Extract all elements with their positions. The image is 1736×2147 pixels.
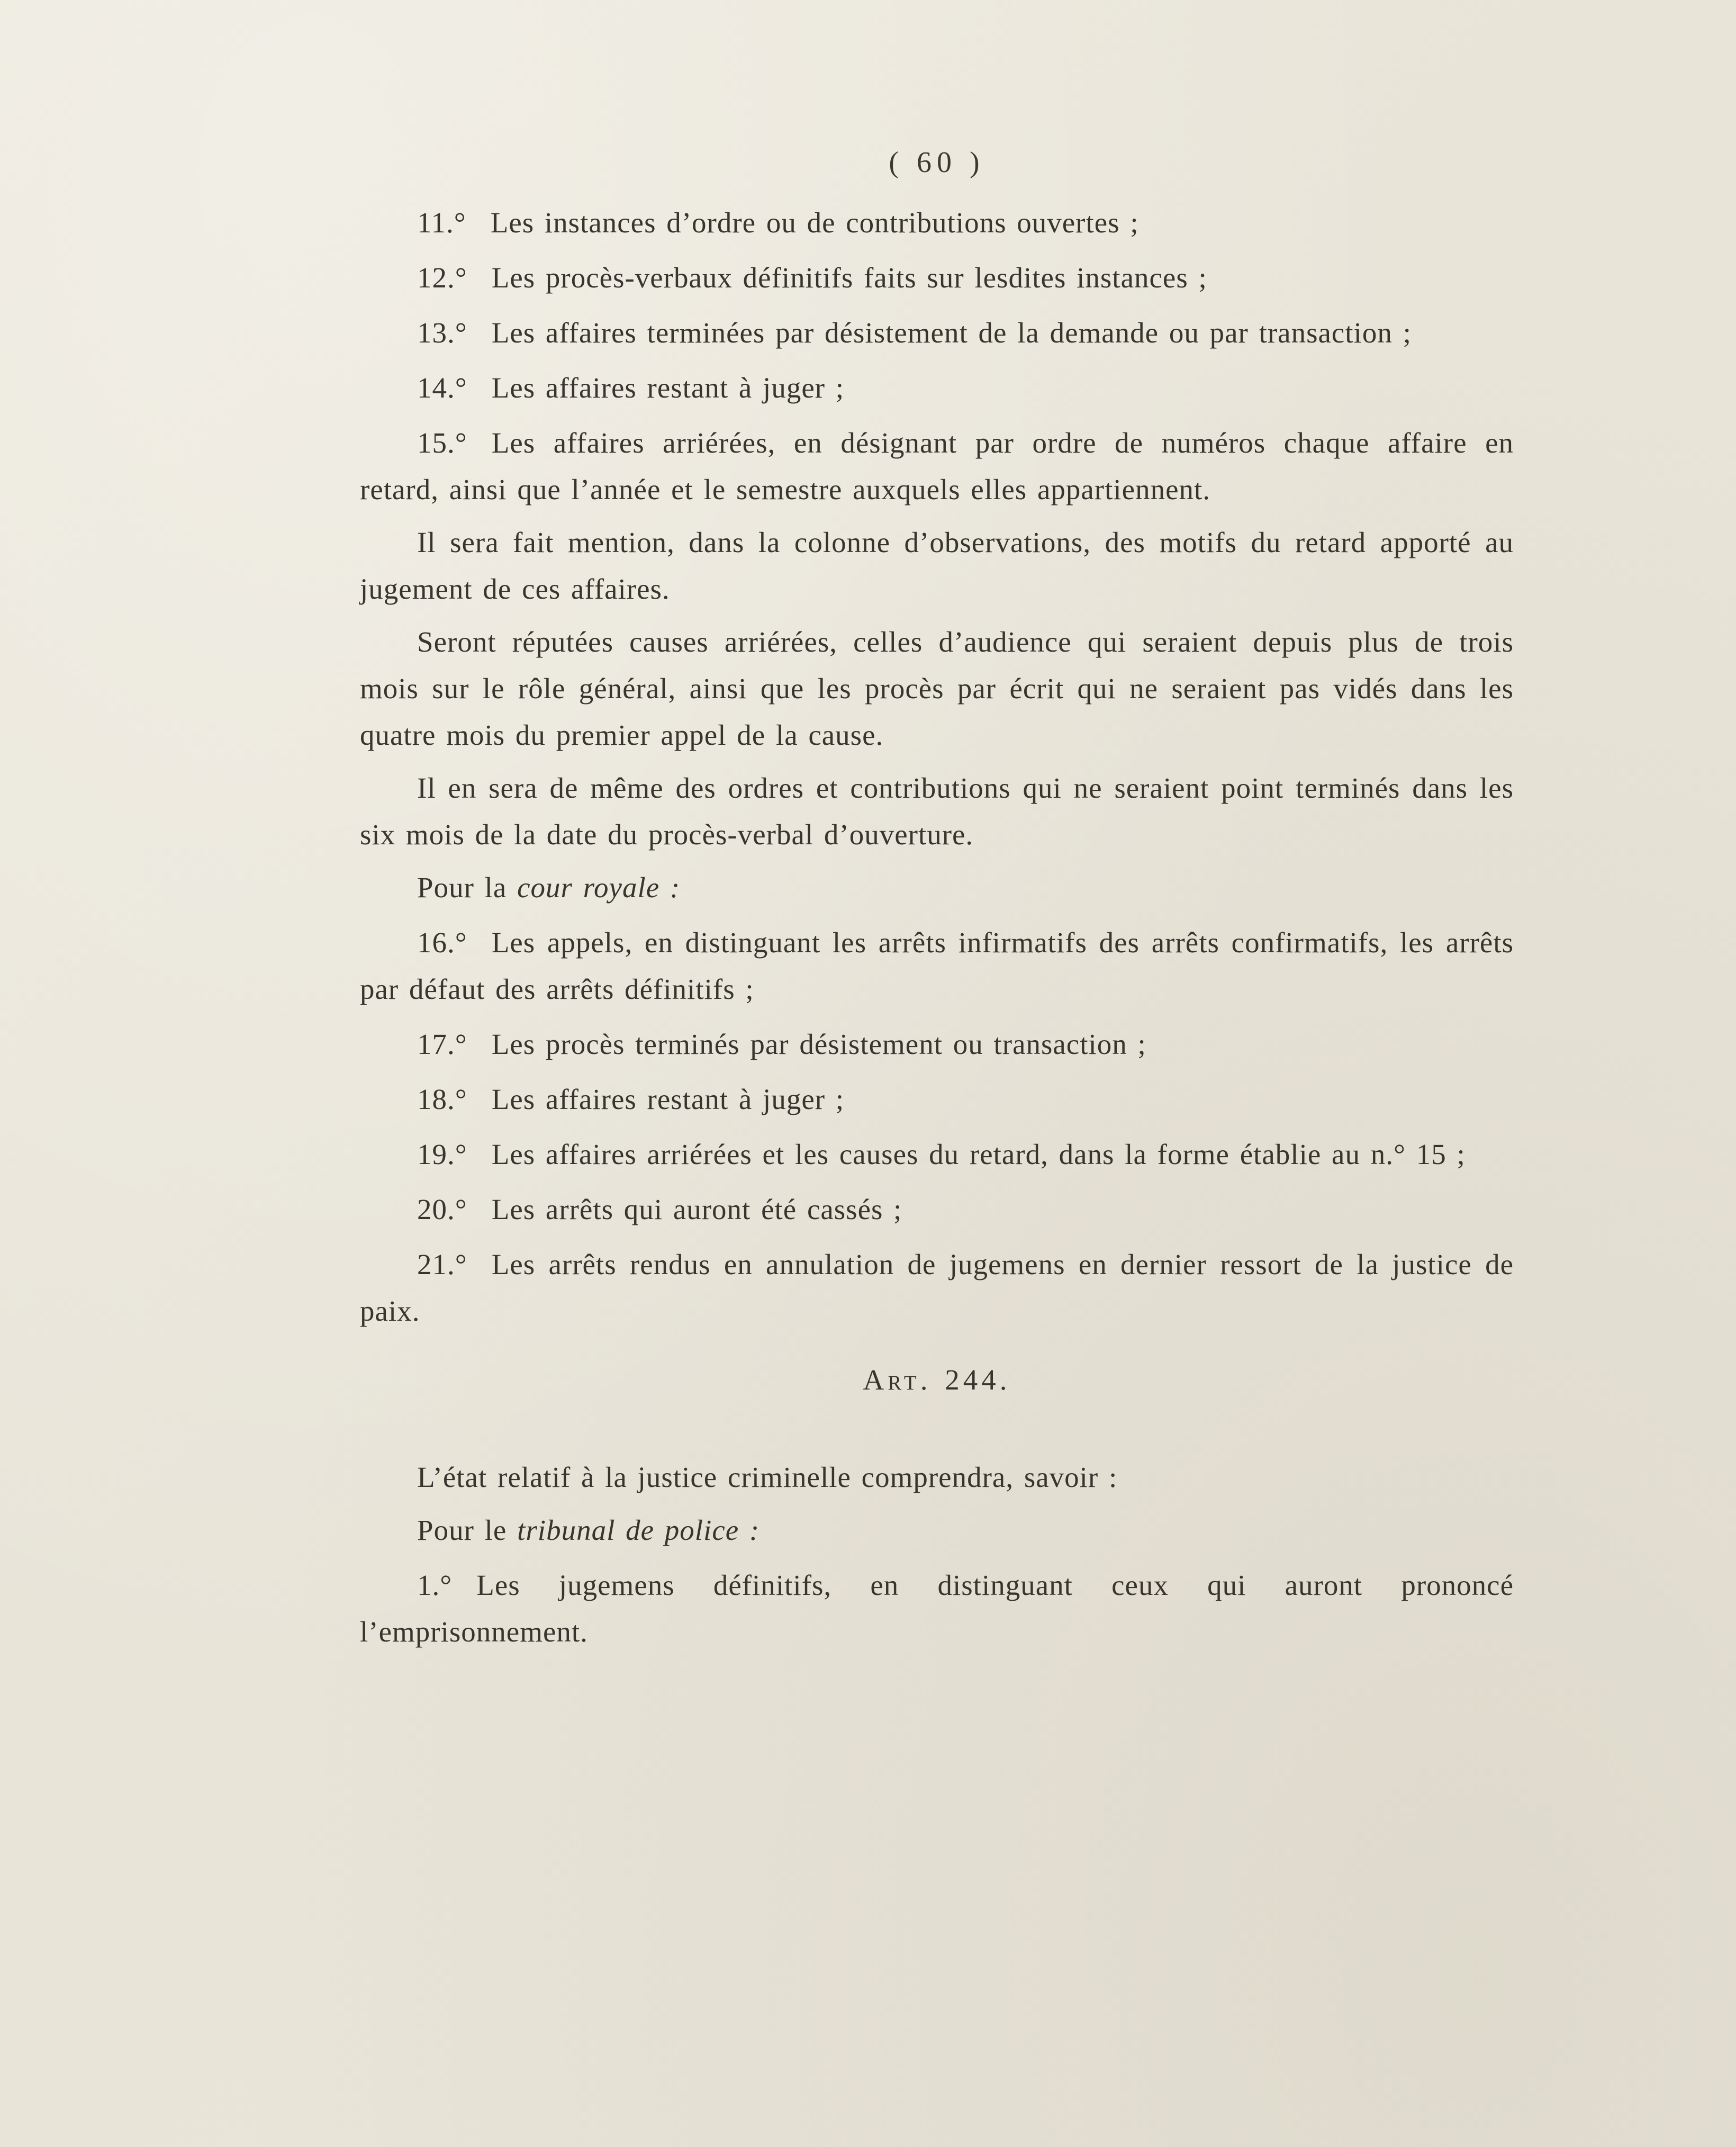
text-run: Les affaires restant à juger ; (491, 1083, 845, 1115)
paragraph (360, 1241, 1514, 1334)
item-number: 17.° (417, 1028, 467, 1060)
paragraph (360, 1507, 1514, 1554)
item-number: 13.° (417, 317, 467, 349)
paragraph (360, 365, 1514, 411)
item-number: 19.° (417, 1138, 467, 1170)
paragraph (360, 619, 1514, 759)
item-number: 11.° (417, 206, 466, 239)
paragraph (360, 765, 1514, 858)
text-run: Les appels, en distinguant les arrêts infirmatifs des arrêts confirmatifs, les arrêts par défaut des arrêts définitifs ; (360, 926, 1514, 1005)
item-number: 15.° (417, 427, 467, 459)
text-run: Seront réputées causes arriérées, celles d’audience qui seraient depuis plus de trois mois sur le rôle général, ainsi que les procès par écrit qui ne seraient pas vidés dans les quatre mois du premier appel de la cause. (360, 626, 1514, 751)
text-run: Les affaires terminées par désistement de la demande ou par transaction ; (491, 317, 1412, 349)
text-run: Pour la (417, 871, 518, 904)
text-run: Art. 244. (863, 1364, 1011, 1396)
paragraph (360, 519, 1514, 612)
text-run: Les arrêts qui auront été cassés ; (491, 1193, 902, 1225)
text-run: Les procès-verbaux définitifs faits sur lesdites instances ; (491, 261, 1207, 294)
item-number: 1.° (417, 1569, 453, 1601)
paragraph (360, 1021, 1514, 1068)
article-heading (360, 1357, 1514, 1403)
text-run: L’état relatif à la justice criminelle comprendra, savoir : (417, 1461, 1118, 1493)
paragraph (360, 1076, 1514, 1123)
item-number: 16.° (417, 926, 467, 959)
paragraph (360, 919, 1514, 1013)
paragraph (360, 1454, 1514, 1501)
text-run: Les affaires arriérées, en désignant par ordre de numéros chaque affaire en retard, ainsi que l’année et le semestre auxquels elles appartiennent. (360, 427, 1514, 506)
text-run: Les procès terminés par désistement ou transaction ; (491, 1028, 1146, 1060)
paragraph (360, 1131, 1514, 1178)
text-run: Les affaires arriérées et les causes du retard, dans la forme établie au n.° 15 ; (491, 1138, 1466, 1170)
item-number: 18.° (417, 1083, 467, 1115)
text-run: Les instances d’ordre ou de contributions ouvertes ; (490, 206, 1139, 239)
paragraph (360, 864, 1514, 911)
paragraph (360, 310, 1514, 356)
text-run: tribunal de police : (517, 1514, 760, 1546)
page-number: ( 60 ) (889, 146, 985, 179)
text-run: Il en sera de même des ordres et contributions qui ne seraient point terminés dans les six mois de la date du procès-verbal d’ouverture. (360, 772, 1514, 851)
text-run: Les affaires restant à juger ; (491, 372, 845, 404)
item-number: 14.° (417, 372, 467, 404)
paragraph (360, 1186, 1514, 1233)
text-run: Les jugemens définitifs, en distinguant ceux qui auront prononcé l’emprisonnement. (360, 1569, 1514, 1648)
text-run: Pour le (417, 1514, 518, 1546)
page-body (360, 146, 1514, 1655)
paragraph (360, 1562, 1514, 1655)
paragraph (360, 255, 1514, 301)
text-run: Les arrêts rendus en annulation de jugemens en dernier ressort de la justice de paix. (360, 1248, 1514, 1327)
text-run: cour royale : (517, 871, 681, 904)
item-number: 20.° (417, 1193, 467, 1225)
paragraph (360, 420, 1514, 513)
text-run: Il sera fait mention, dans la colonne d’observations, des motifs du retard apporté au jugement de ces affaires. (360, 526, 1514, 605)
paragraph (360, 200, 1514, 246)
item-number: 21.° (417, 1248, 467, 1280)
item-number: 12.° (417, 261, 467, 294)
